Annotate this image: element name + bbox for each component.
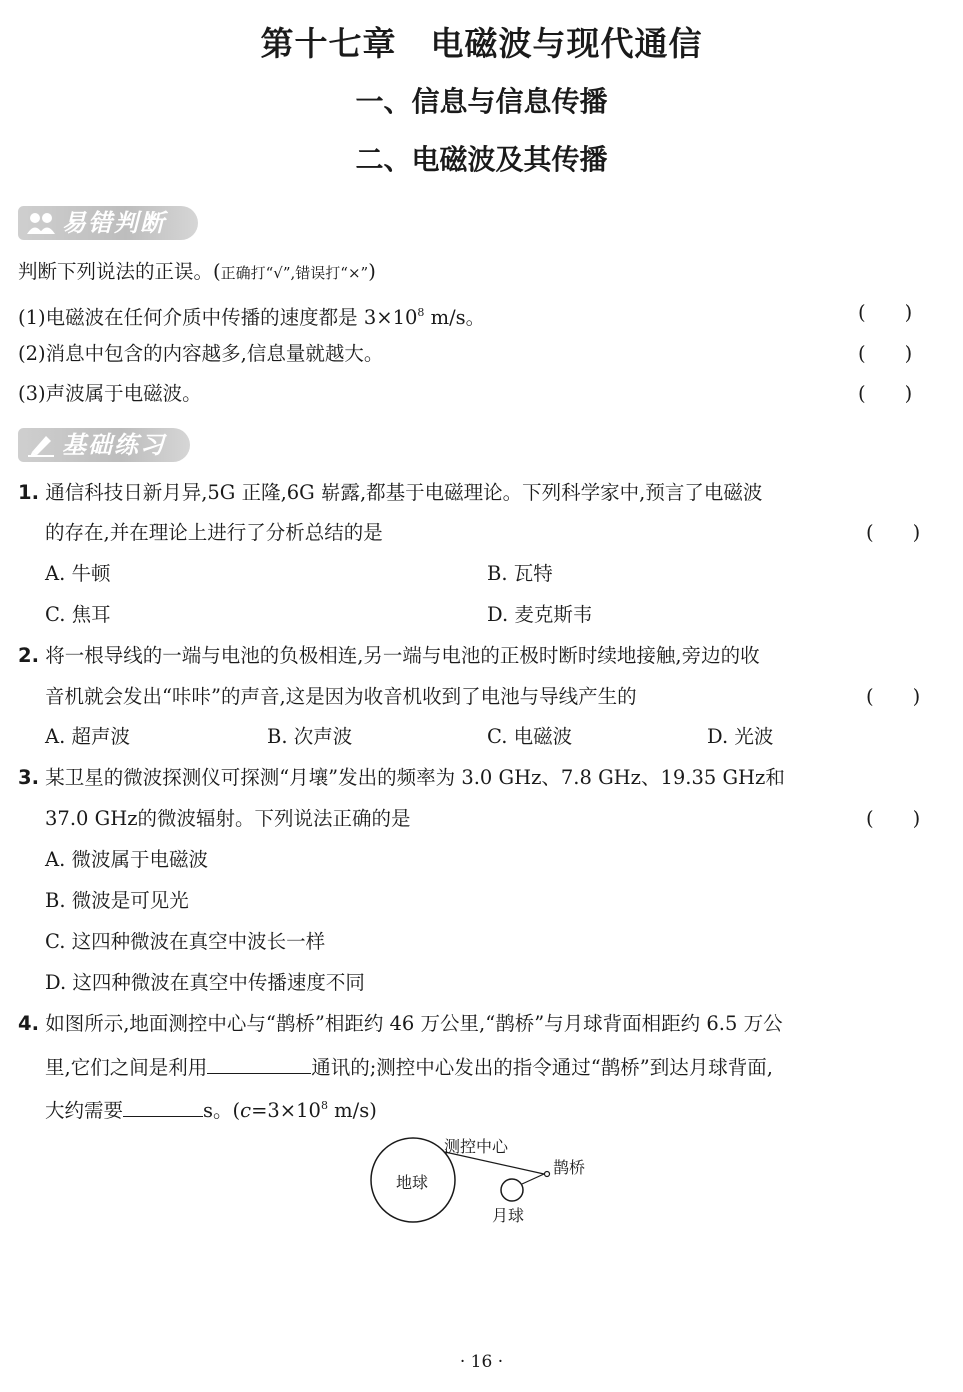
question-3-line-2: 37.0 GHz的微波辐射。下列说法正确的是 xyxy=(45,807,411,830)
question-1-text-1: 通信科技日新月异,5G 正隆,6G 崭露,都基于电磁理论。下列科学家中,预言了电磁波 xyxy=(45,481,763,504)
tf-item-3: (3)声波属于电磁波。 xyxy=(18,382,202,405)
question-4-text-3d: m/s) xyxy=(327,1099,377,1122)
tf-item-1-unit: m/s。 xyxy=(424,306,486,329)
question-4-symbol-c: c xyxy=(240,1099,252,1122)
section-title-1: 一、信息与信息传播 xyxy=(355,85,608,118)
earth-label: 地球 xyxy=(396,1173,429,1192)
question-4-text-2a: 里,它们之间是利用 xyxy=(45,1056,208,1079)
question-4-line-3 xyxy=(45,1094,377,1123)
question-1-line-2: 的存在,并在理论上进行了分析总结的是 xyxy=(45,521,383,544)
question-4-text-3b: s。( xyxy=(203,1099,241,1122)
question-4-number: 4. xyxy=(18,1012,39,1035)
question-2-number: 2. xyxy=(18,644,39,667)
chapter-title: 第十七章 电磁波与现代通信 xyxy=(260,24,703,63)
tf-item-1-sup: 8 xyxy=(417,306,425,319)
tf-item-2-answer[interactable]: ( ) xyxy=(858,342,913,365)
moon-label: 月球 xyxy=(492,1206,525,1225)
tf-item-1 xyxy=(18,301,485,330)
tf-instruction xyxy=(18,260,376,285)
question-2-answer[interactable]: ( ) xyxy=(866,685,921,708)
question-2-line-2: 音机就会发出“咔咔”的声音,这是因为收音机收到了电池与导线产生的 xyxy=(45,685,637,708)
question-4-blank-2[interactable] xyxy=(123,1096,203,1117)
question-3-line-1 xyxy=(18,766,785,790)
people-icon xyxy=(26,211,56,235)
question-1-number: 1. xyxy=(18,481,39,504)
question-4-line-2 xyxy=(45,1053,773,1080)
question-1-option-a[interactable]: A. 牛顿 xyxy=(45,562,111,585)
question-3-option-a[interactable]: A. 微波属于电磁波 xyxy=(45,848,208,871)
question-4-sup: 8 xyxy=(320,1099,328,1112)
question-2-option-a[interactable]: A. 超声波 xyxy=(45,725,130,748)
queqiao-dot xyxy=(545,1172,550,1177)
signal-line-moon xyxy=(522,1174,544,1184)
section-title-2: 二、电磁波及其传播 xyxy=(355,143,608,176)
question-4-text-1: 如图所示,地面测控中心与“鹊桥”相距约 46 万公里,“鹊桥”与月球背面相距约 6.5 万公 xyxy=(45,1012,783,1035)
question-1-option-c[interactable]: C. 焦耳 xyxy=(45,603,111,626)
tf-item-3-answer[interactable]: ( ) xyxy=(858,382,913,405)
banner-error-prone xyxy=(18,206,198,240)
question-4-text-2b: 通讯的;测控中心发出的指令通过“鹊桥”到达月球背面, xyxy=(311,1056,773,1079)
pencil-icon xyxy=(26,433,56,457)
question-2-text-1: 将一根导线的一端与电池的负极相连,另一端与电池的正极时断时续地接触,旁边的收 xyxy=(45,644,760,667)
banner-basic-practice xyxy=(18,428,190,462)
queqiao-label: 鹊桥 xyxy=(553,1158,586,1177)
question-3-option-b[interactable]: B. 微波是可见光 xyxy=(45,889,189,912)
banner-error-label: 易错判断 xyxy=(62,209,166,237)
tf-item-1-text: (1)电磁波在任何介质中传播的速度都是 3×10 xyxy=(18,306,418,329)
question-2-option-b[interactable]: B. 次声波 xyxy=(267,725,353,748)
question-4-blank-1[interactable] xyxy=(207,1053,311,1074)
question-4-line-1 xyxy=(18,1012,783,1036)
question-2-option-d[interactable]: D. 光波 xyxy=(707,725,774,748)
question-3-text-1: 某卫星的微波探测仪可探测“月壤”发出的频率为 3.0 GHz、7.8 GHz、19.35 GHz和 xyxy=(45,766,785,789)
question-2-line-1 xyxy=(18,644,760,668)
question-3-option-c[interactable]: C. 这四种微波在真空中波长一样 xyxy=(45,930,326,953)
question-4-text-3a: 大约需要 xyxy=(45,1099,124,1122)
tf-item-1-answer[interactable]: ( ) xyxy=(858,301,913,324)
moon-circle xyxy=(501,1179,523,1201)
tf-instruction-note: 正确打“√”,错误打“×” xyxy=(220,264,369,282)
question-2-option-c[interactable]: C. 电磁波 xyxy=(487,725,573,748)
tf-item-2: (2)消息中包含的内容越多,信息量就越大。 xyxy=(18,342,384,365)
banner-practice-label: 基础练习 xyxy=(62,431,166,459)
tf-instruction-post: ) xyxy=(368,260,376,283)
question-1-answer[interactable]: ( ) xyxy=(866,521,921,544)
question-1-line-1 xyxy=(18,481,762,505)
question-3-number: 3. xyxy=(18,766,39,789)
tf-instruction-pre: 判断下列说法的正误。( xyxy=(18,260,221,283)
control-center-label: 测控中心 xyxy=(444,1137,509,1156)
question-3-answer[interactable]: ( ) xyxy=(866,807,921,830)
question-3-option-d[interactable]: D. 这四种微波在真空中传播速度不同 xyxy=(45,971,365,994)
question-1-option-d[interactable]: D. 麦克斯韦 xyxy=(487,603,593,626)
question-1-option-b[interactable]: B. 瓦特 xyxy=(487,562,553,585)
question-4-text-3c: =3×10 xyxy=(251,1099,321,1122)
page-number: · 16 · xyxy=(459,1352,504,1372)
